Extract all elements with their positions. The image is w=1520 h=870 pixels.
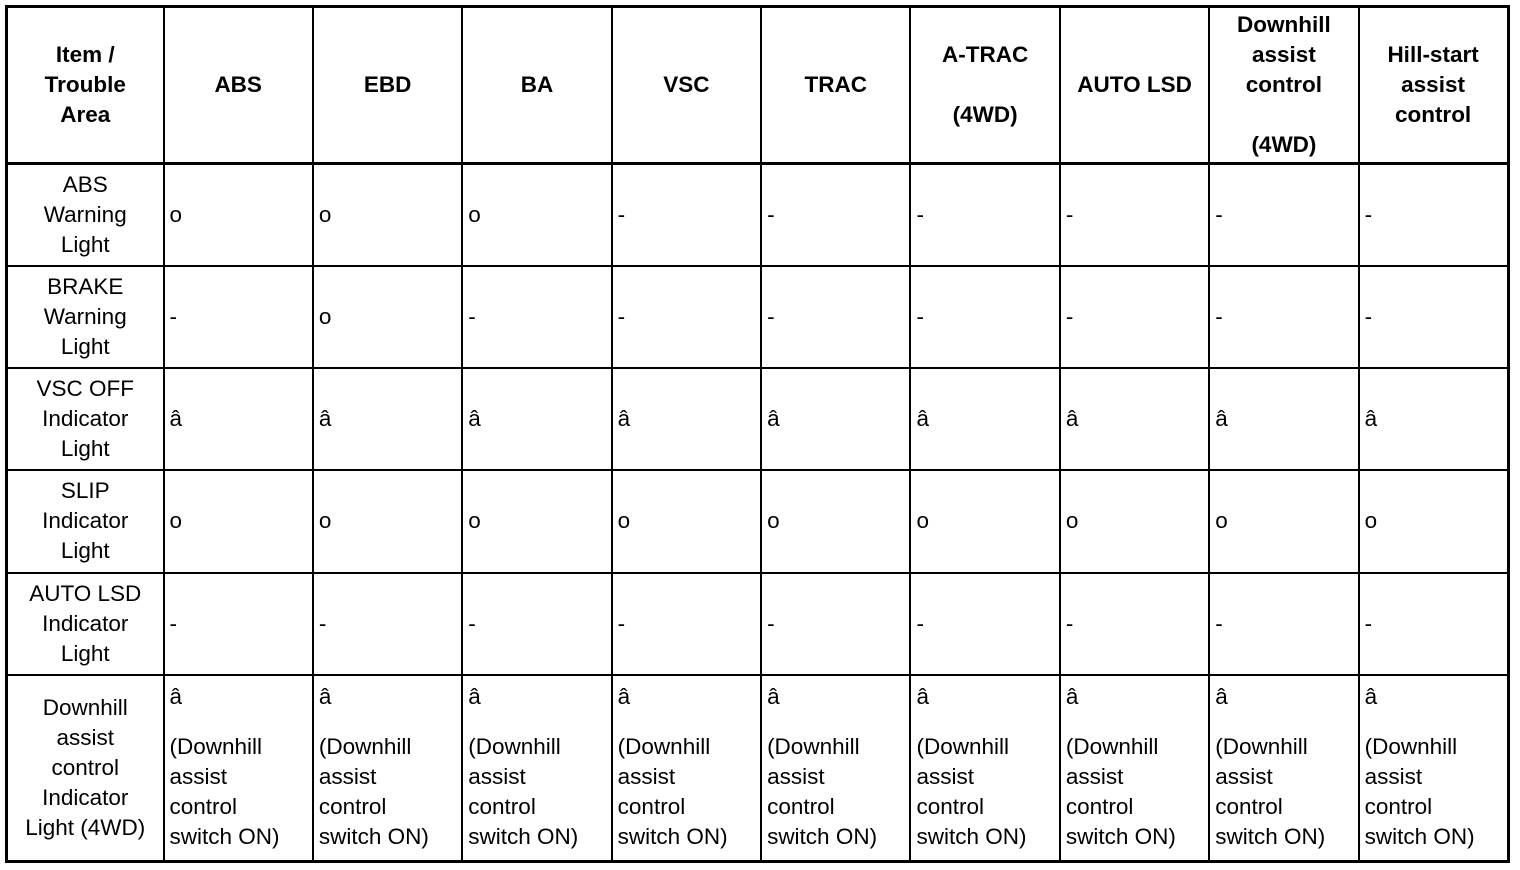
table-cell: â [761, 368, 910, 470]
table-cell: o [313, 164, 462, 266]
cell-symbol: â [617, 683, 631, 709]
table-cell: - [1209, 573, 1358, 675]
table-cell: - [1359, 266, 1508, 368]
table-cell: - [462, 266, 611, 368]
table-cell: - [1359, 164, 1508, 266]
table-cell: - [1060, 164, 1209, 266]
table-cell: o [1060, 470, 1209, 572]
table-row [7, 675, 1509, 862]
table-cell [462, 675, 611, 862]
cell-note: (Downhill assist control switch ON) [617, 733, 728, 849]
header-ebd: EBD [313, 7, 462, 164]
row-label-slip-indicator-light: SLIP Indicator Light [7, 470, 164, 572]
table-cell: - [761, 164, 910, 266]
table-cell: - [1209, 266, 1358, 368]
table-cell: - [612, 164, 761, 266]
row-label-abs-warning-light: ABS Warning Light [7, 164, 164, 266]
table-cell: â [164, 368, 313, 470]
table-cell: - [1359, 573, 1508, 675]
table-cell: â [313, 368, 462, 470]
table-cell: - [1060, 266, 1209, 368]
table-cell: o [462, 470, 611, 572]
table-cell [1060, 675, 1209, 862]
row-label-downhill-assist-indicator-light: Downhill assist control Indicator Light (4WD) [7, 675, 164, 862]
row-label-auto-lsd-indicator-light: AUTO LSD Indicator Light [7, 573, 164, 675]
table-cell: - [164, 266, 313, 368]
cell-note: (Downhill assist control switch ON) [767, 733, 878, 849]
table-cell: - [612, 266, 761, 368]
table-row [7, 266, 1509, 368]
table-cell [313, 675, 462, 862]
cell-note: (Downhill assist control switch ON) [1215, 733, 1326, 849]
table-cell [761, 675, 910, 862]
header-ba: BA [462, 7, 611, 164]
cell-note: (Downhill assist control switch ON) [1065, 733, 1176, 849]
table-cell: o [164, 164, 313, 266]
cell-symbol: â [767, 683, 780, 709]
table-cell [612, 675, 761, 862]
table-cell [1359, 675, 1508, 862]
cell-symbol: â [169, 683, 183, 709]
row-label-brake-warning-light: BRAKE Warning Light [7, 266, 164, 368]
table-cell: â [612, 368, 761, 470]
cell-symbol: â [1065, 683, 1079, 709]
table-cell: - [910, 164, 1059, 266]
table-cell: â [910, 368, 1059, 470]
header-abs: ABS [164, 7, 313, 164]
table-cell: o [910, 470, 1059, 572]
cell-note: (Downhill assist control switch ON) [468, 733, 579, 849]
table-cell: - [462, 573, 611, 675]
cell-symbol: â [916, 683, 929, 709]
header-row [7, 7, 1509, 164]
table-cell: - [1209, 164, 1358, 266]
header-trac: TRAC [761, 7, 910, 164]
table-cell: o [612, 470, 761, 572]
table-cell: o [1359, 470, 1508, 572]
header-vsc: VSC [612, 7, 761, 164]
table-cell [164, 675, 313, 862]
header-downhill-assist: Downhill assist control (4WD) [1209, 7, 1358, 164]
table-cell: o [313, 470, 462, 572]
table-cell: - [313, 573, 462, 675]
table-cell: - [761, 573, 910, 675]
table-cell: - [612, 573, 761, 675]
table-cell: â [462, 368, 611, 470]
table-row [7, 470, 1509, 572]
table-cell: â [1209, 368, 1358, 470]
table-cell: â [1060, 368, 1209, 470]
cell-symbol: â [1215, 683, 1228, 709]
cell-note: (Downhill assist control switch ON) [1364, 733, 1475, 849]
table-cell [1209, 675, 1358, 862]
table-cell [910, 675, 1059, 862]
warning-indicator-table [5, 5, 1510, 863]
cell-note: (Downhill assist control switch ON) [318, 733, 429, 849]
table-cell: o [164, 470, 313, 572]
table-row [7, 368, 1509, 470]
table-cell: - [1060, 573, 1209, 675]
cell-note: (Downhill assist control switch ON) [916, 733, 1027, 849]
header-item-trouble-area: Item / Trouble Area [7, 7, 164, 164]
table-row [7, 164, 1509, 266]
cell-note: (Downhill assist control switch ON) [169, 733, 280, 849]
header-a-trac: A-TRAC (4WD) [910, 7, 1059, 164]
cell-symbol: â [1364, 683, 1378, 709]
table-cell: o [761, 470, 910, 572]
table-cell: o [462, 164, 611, 266]
table-cell: - [910, 266, 1059, 368]
header-hill-start-assist: Hill-start assist control [1359, 7, 1508, 164]
table-cell: - [761, 266, 910, 368]
cell-symbol: â [318, 683, 332, 709]
table-cell: â [1359, 368, 1508, 470]
table-cell: - [164, 573, 313, 675]
cell-symbol: â [468, 683, 481, 709]
table-cell: - [910, 573, 1059, 675]
table-cell: o [313, 266, 462, 368]
table-cell: o [1209, 470, 1358, 572]
table-row [7, 573, 1509, 675]
row-label-vsc-off-indicator-light: VSC OFF Indicator Light [7, 368, 164, 470]
header-auto-lsd: AUTO LSD [1060, 7, 1209, 164]
